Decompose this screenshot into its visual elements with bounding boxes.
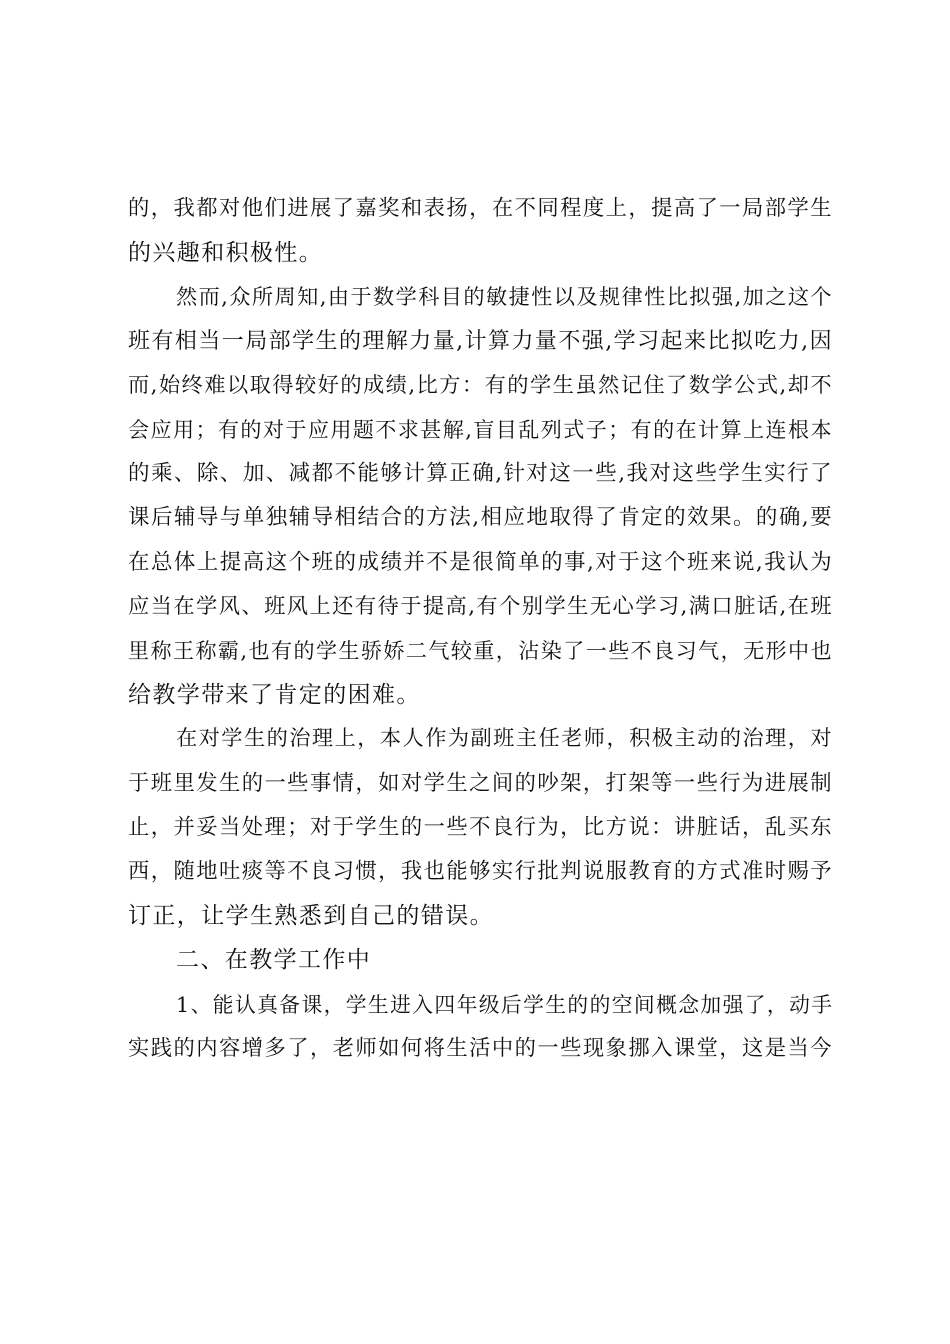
text-line: 于班里发生的一些事情，如对学生之间的吵架，打架等一些行为进展制 [128,770,833,796]
text-line: 里称王称霸,也有的学生骄娇二气较重，沾染了一些不良习气，无形中也 [128,638,833,664]
text-line: 会应用；有的对于应用题不求甚解,盲目乱列式子；有的在计算上连根本 [128,417,833,443]
text-line: 的，我都对他们进展了嘉奖和表扬，在不同程度上，提高了一局部学生 [128,196,833,221]
text-line: 给教学带来了肯定的困难。 [128,682,421,709]
text-line: 课后辅导与单独辅导相结合的方法,相应地取得了肯定的效果。的确,要 [128,505,833,531]
paragraph-3 [128,717,833,938]
text-line: 班有相当一局部学生的理解力量,计算力量不强,学习起来比拟吃力,因 [128,328,833,354]
text-line: 而,始终难以取得较好的成绩,比方：有的学生虽然记住了数学公式,却不 [128,372,833,398]
text-line: 1、能认真备课，学生进入四年级后学生的的空间概念加强了，动手 [176,992,834,1017]
paragraph-4 [128,983,833,1071]
paragraph-1 [128,187,833,275]
text-line: 西，随地吐痰等不良习惯，我也能够实行批判说服教育的方式准时赐予 [128,859,833,885]
text-line: 订正，让学生熟悉到自己的错误。 [128,903,494,930]
text-line: 的乘、除、加、减都不能够计算正确,针对这一些,我对这些学生实行了 [128,461,833,487]
paragraph-2 [128,275,833,717]
text-line: 二、在教学工作中 [176,947,372,974]
text-line: 的兴趣和积极性。 [128,240,324,267]
body-text [128,187,833,1071]
text-line: 在对学生的治理上，本人作为副班主任老师，积极主动的治理，对 [176,726,833,752]
text-line: 在总体上提高这个班的成绩并不是很简单的事,对于这个班来说,我认为 [128,549,833,575]
text-line: 实践的内容增多了，老师如何将生活中的一些现象挪入课堂，这是当今 [128,1035,833,1061]
text-line: 止，并妥当处理；对于学生的一些不良行为，比方说：讲脏话，乱买东 [128,814,833,840]
section-heading [128,938,833,982]
text-line: 应当在学风、班风上还有待于提高,有个别学生无心学习,满口脏话,在班 [128,593,833,619]
text-line: 然而,众所周知,由于数学科目的敏捷性以及规律性比拟强,加之这个 [176,284,833,310]
